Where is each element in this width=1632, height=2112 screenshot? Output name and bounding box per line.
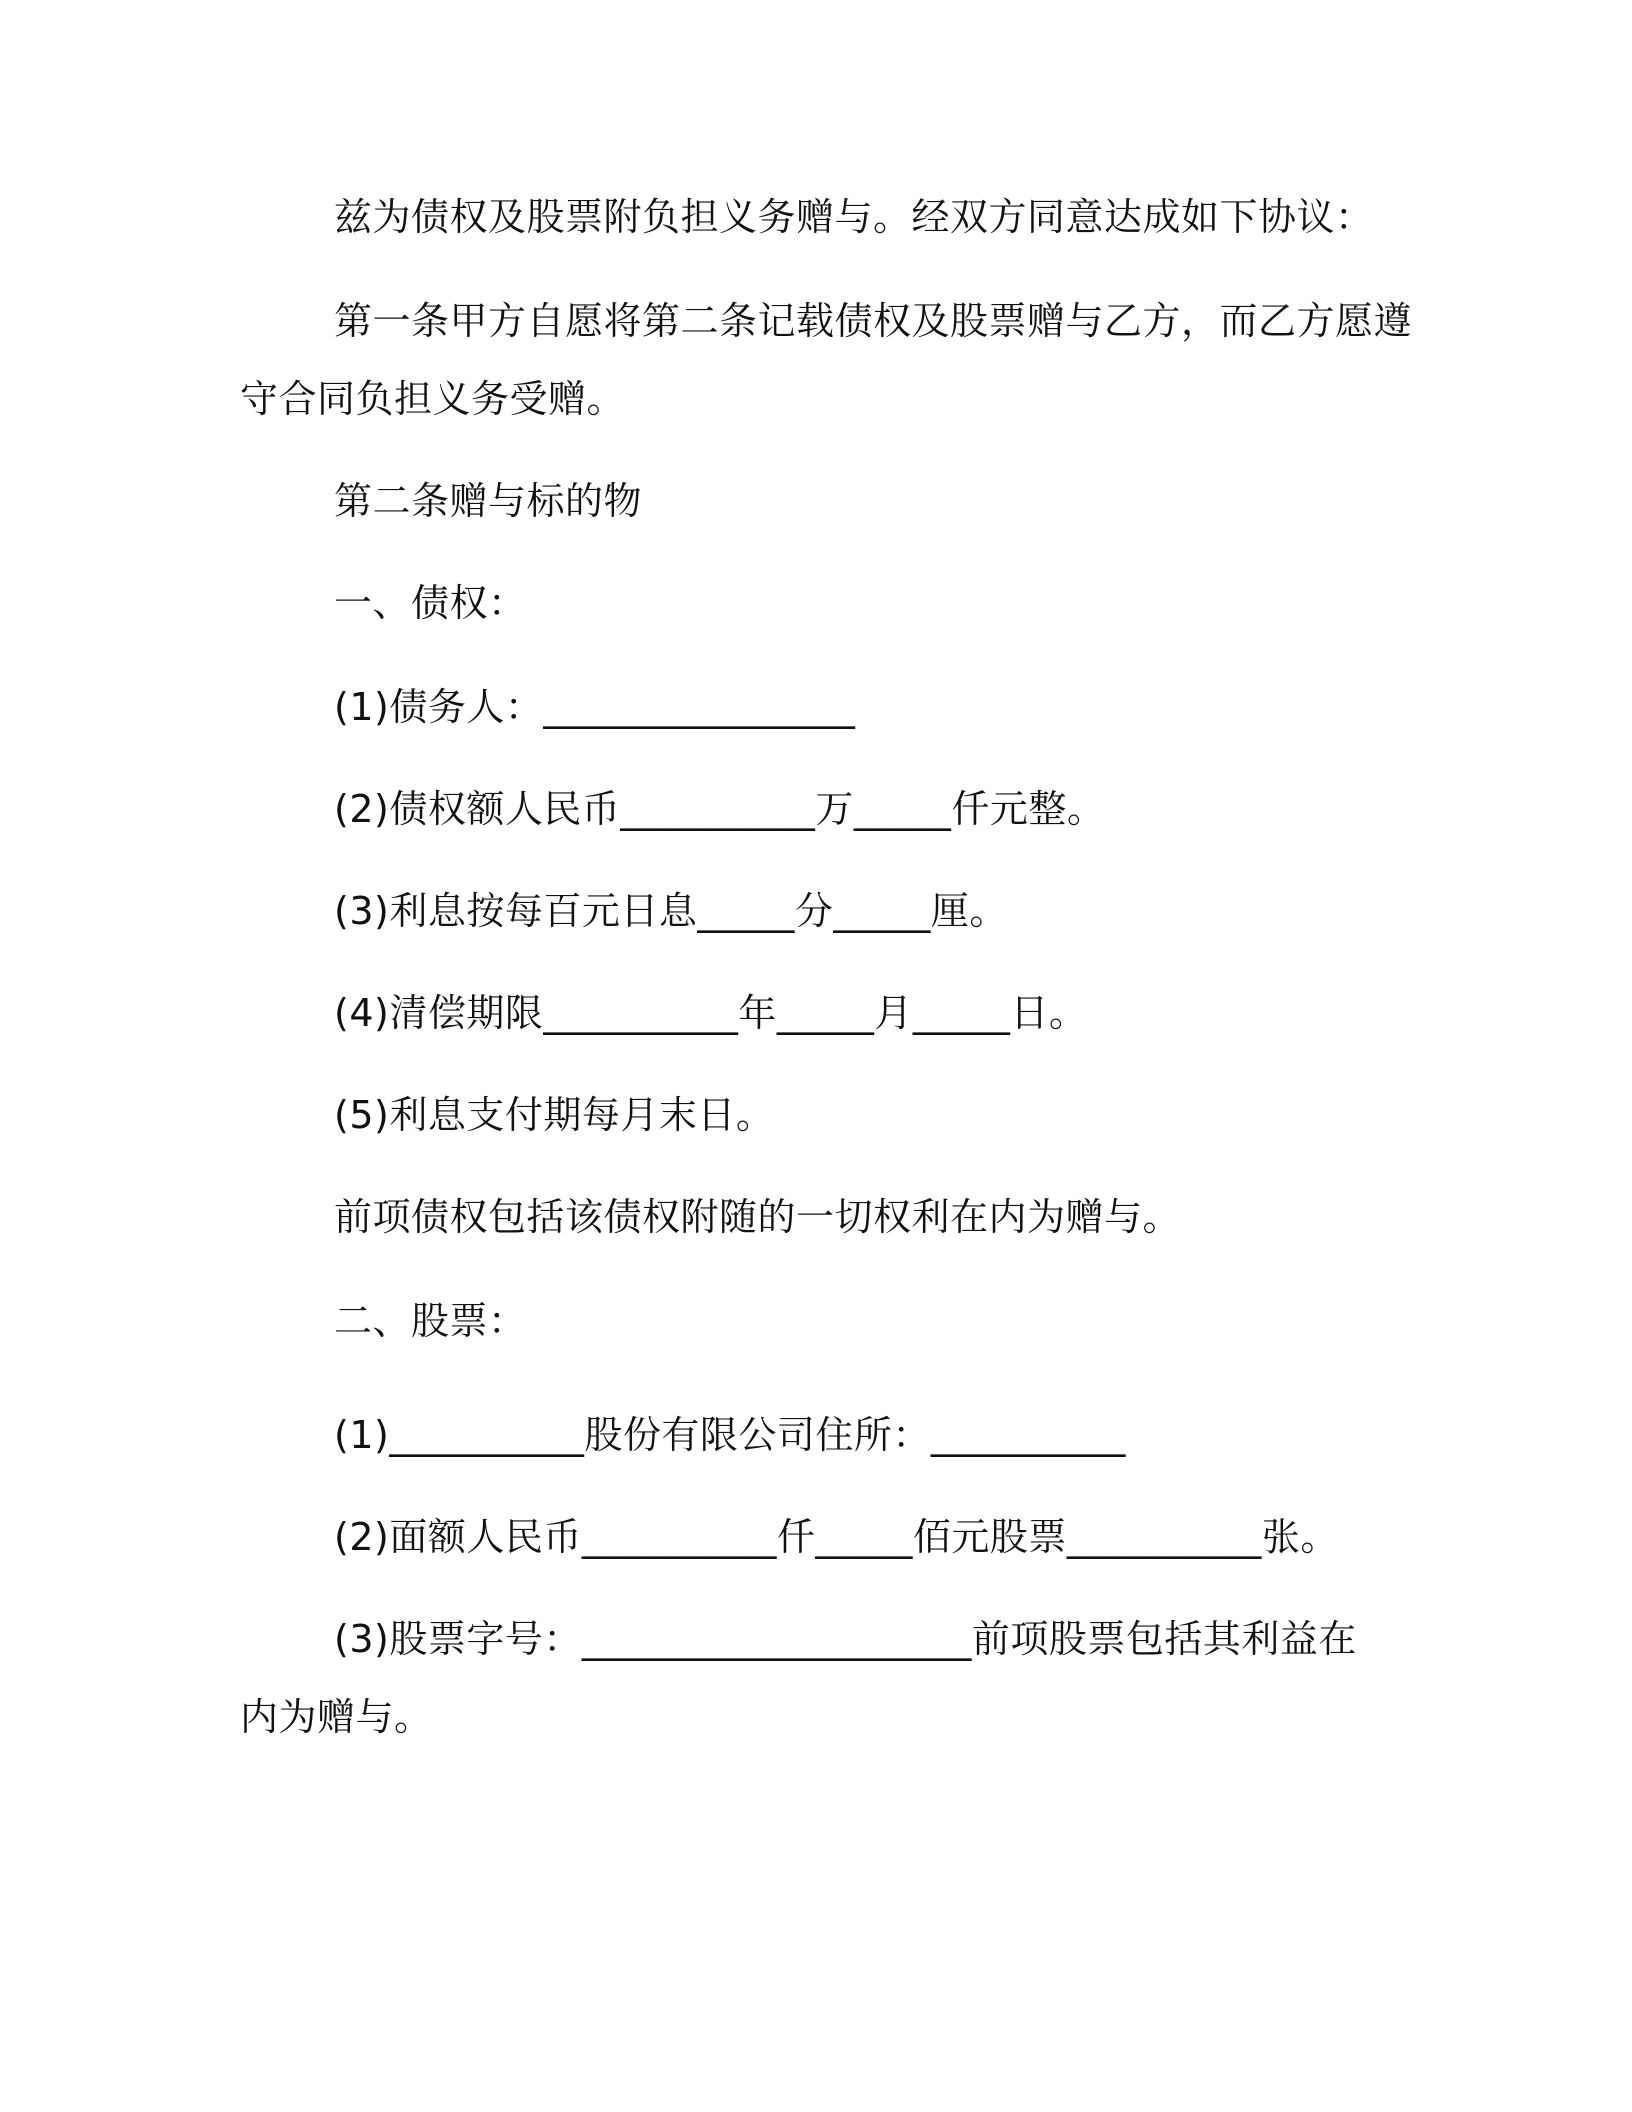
section-stocks-heading: 二、股票： bbox=[334, 1299, 527, 1343]
article-one-line-1: 第一条甲方自愿将第二条记载债权及股票赠与乙方，而乙方愿遵 bbox=[334, 299, 1413, 343]
stock-number-line-2: 内为赠与。 bbox=[240, 1695, 433, 1739]
article-one-line-2: 守合同负担义务受赠。 bbox=[240, 377, 626, 421]
claim-interest-line: (3)利息按每百元日息_____分_____厘。 bbox=[334, 889, 1008, 933]
stock-number-line-1: (3)股票字号：____________________前项股票包括其利益在 bbox=[334, 1617, 1357, 1661]
stock-company-line: (1)__________股份有限公司住所：__________ bbox=[334, 1413, 1126, 1457]
claim-interest-payment-line: (5)利息支付期每月末日。 bbox=[334, 1093, 775, 1137]
stock-face-value-line: (2)面额人民币__________仟_____佰元股票__________张。 bbox=[334, 1515, 1339, 1559]
section-claims-heading: 一、债权： bbox=[334, 581, 527, 625]
claim-repayment-date-line: (4)清偿期限__________年_____月_____日。 bbox=[334, 991, 1088, 1035]
claim-amount-line: (2)债权额人民币__________万_____仟元整。 bbox=[334, 787, 1106, 831]
intro-paragraph: 兹为债权及股票附负担义务赠与。经双方同意达成如下协议： bbox=[334, 195, 1374, 239]
claim-debtor-line: (1)债务人：________________ bbox=[334, 685, 856, 729]
article-two-heading: 第二条赠与标的物 bbox=[334, 479, 643, 523]
claim-summary-line: 前项债权包括该债权附随的一切权利在内为赠与。 bbox=[334, 1195, 1182, 1239]
